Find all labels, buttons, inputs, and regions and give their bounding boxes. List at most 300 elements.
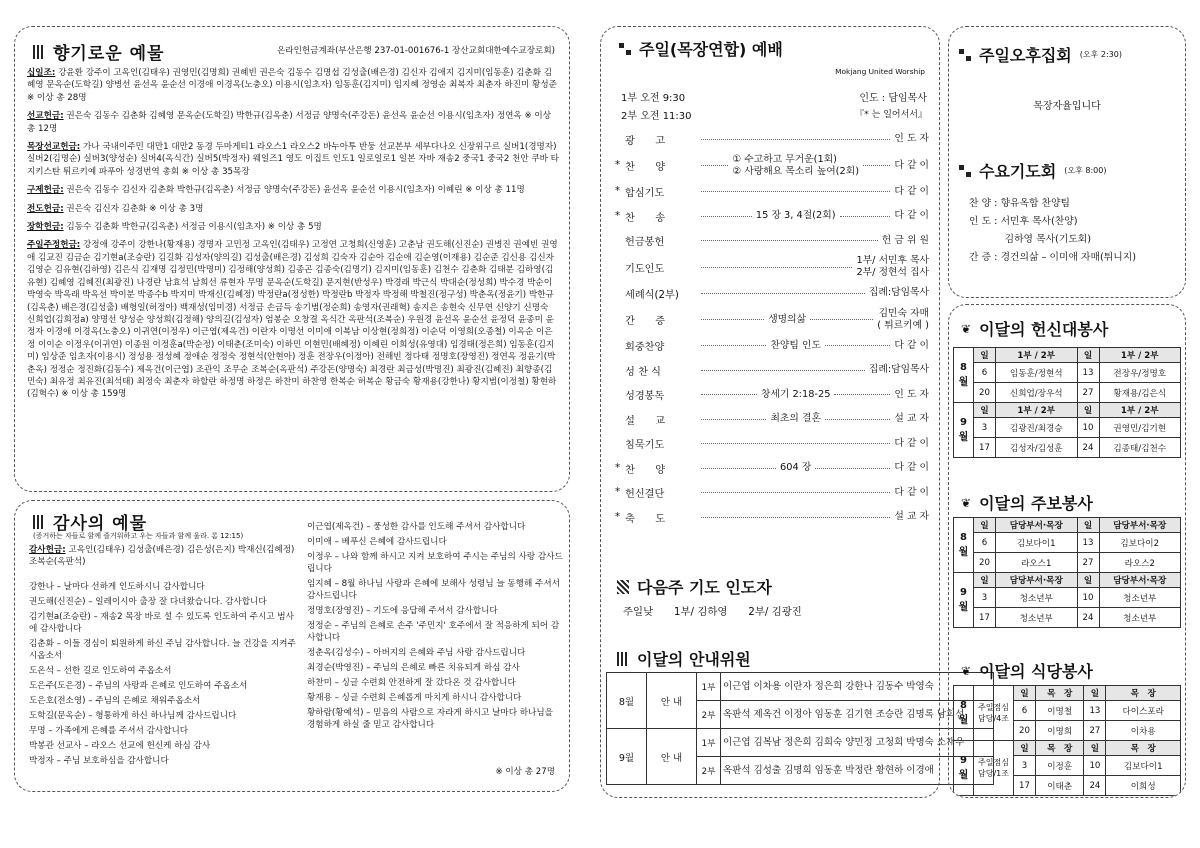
next-prayer-title: 다음주 기도 인도자 bbox=[637, 578, 772, 597]
column-header: 담당부서·목장 bbox=[1099, 518, 1181, 533]
order-right: 인 도 자 bbox=[894, 133, 929, 145]
standing-note: 『* 는 일어서서』 bbox=[855, 110, 927, 120]
usher-role: 안 내 bbox=[647, 673, 697, 729]
month-cell bbox=[954, 573, 974, 628]
order-item bbox=[615, 281, 929, 306]
offering-label: 십일조: bbox=[27, 68, 56, 78]
thanks-item: 김춘화 – 이들 경심이 퇴원하게 하신 주님 감사합니다. 늘 건강을 지켜주시옵소서 bbox=[29, 639, 296, 661]
order-right: 설 교 자 bbox=[894, 511, 929, 523]
order-leader bbox=[825, 345, 890, 346]
column-header: 일 bbox=[1077, 573, 1099, 588]
table-cell: 황재용/김은식 bbox=[1099, 383, 1181, 403]
table-cell: 10 bbox=[1084, 756, 1106, 776]
table-cell: 라오스1 bbox=[996, 553, 1078, 573]
column-header: 담당부서·목장 bbox=[996, 573, 1078, 588]
worship-title: 주일(목장연합) 예배 bbox=[639, 40, 783, 59]
offering-names: 강윤환 강주이 고옥인(김태우) 권영민(김명희) 권혜빈 권은숙 김동수 김명섭 김성출(배은경) 김신자 김애지 김지미(임동훈) 김춘화 김혜영 문옥순(도학길) 양병선 윤선옥 윤순선 이경애 이경옥(노충오) 이용시(임초자) 임동훈(김지미) 임지혜 정영순 최복자 최춘자 하진미 황성준 ※ 이상 총 28명 bbox=[27, 68, 557, 103]
order-name: 찬 양 bbox=[625, 162, 666, 173]
table-row bbox=[954, 383, 1181, 403]
offering-names: 김동수 김춘화 박한규(김옥춘) 서정금 이용시(임초자) ※ 이상 총 5명 bbox=[66, 222, 322, 233]
offering-item bbox=[27, 67, 559, 104]
order-right: 김민숙 자매 ( 튀르키예 ) bbox=[877, 307, 929, 331]
usher-role: 안 내 bbox=[647, 729, 697, 785]
thanks-item: 김기현a(조승란) – 재송2 목장 바로 설 수 있도록 인도하여 주시고 범사에 감사합니다 bbox=[29, 612, 294, 634]
thanks-item: 권도해(신진순) – 일레이시아 출장 잘 다녀왔습니다. 감사합니다 bbox=[29, 597, 267, 607]
column-header: 일 bbox=[1014, 686, 1036, 701]
month-cell bbox=[954, 348, 974, 403]
order-leader bbox=[701, 345, 766, 346]
table-cell: 이희성 bbox=[1106, 776, 1181, 796]
table-cell: 20 bbox=[1014, 721, 1036, 741]
order-name: 헌신결단 bbox=[625, 489, 665, 501]
table-cell: 6 bbox=[974, 363, 996, 383]
order-name: 광 고 bbox=[625, 135, 666, 147]
table-cell: 13 bbox=[1077, 533, 1099, 553]
table-cell: 신희업/장우석 bbox=[996, 383, 1078, 403]
order-leader bbox=[863, 165, 890, 166]
table-cell: 24 bbox=[1077, 438, 1099, 458]
order-leader bbox=[701, 419, 766, 420]
bars-icon bbox=[617, 652, 629, 666]
usher-row bbox=[607, 729, 994, 757]
offering-title: 향기로운 예물 bbox=[53, 44, 165, 64]
column-header: 일 bbox=[974, 403, 996, 418]
table-cell: 17 bbox=[974, 438, 996, 458]
order-leader bbox=[701, 240, 878, 241]
thanks-left-list bbox=[29, 581, 301, 770]
thanks-item: 도학길(문옥순) – 형통하게 하신 하나님께 감사드립니다 bbox=[29, 711, 237, 721]
order-name: 합심기도 bbox=[625, 188, 665, 200]
column-header: 일 bbox=[1084, 741, 1106, 756]
wednesday-line: 인 도 : 서민후 목사(찬양) bbox=[969, 216, 1078, 227]
service-title: 이달의 헌신대봉사 bbox=[979, 320, 1109, 339]
team-name: 담당/4조 bbox=[978, 714, 1009, 723]
offering-item bbox=[27, 239, 559, 400]
order-star: * bbox=[615, 462, 621, 474]
order-item bbox=[615, 306, 929, 334]
order-name: 회중찬양 bbox=[625, 342, 665, 354]
table-row bbox=[954, 438, 1181, 458]
table-cell: 이명철 bbox=[1036, 701, 1084, 721]
ushers-table bbox=[606, 672, 994, 785]
column-header: 일 bbox=[1077, 403, 1099, 418]
order-item bbox=[615, 127, 929, 152]
offering-names: 권은숙 김신자 김춘화 ※ 이상 총 3명 bbox=[66, 203, 204, 214]
order-name: 기도인도 bbox=[625, 263, 665, 275]
order-item bbox=[615, 229, 929, 254]
month-label: 8월 bbox=[958, 362, 969, 388]
order-mid: 15 장 3, 4절(2회) bbox=[755, 210, 836, 222]
wednesday-time: (오후 8:00) bbox=[1064, 166, 1107, 175]
order-item bbox=[615, 358, 929, 383]
table-cell: 전장우/정명호 bbox=[1099, 363, 1181, 383]
ushers-title: 이달의 안내위원 bbox=[637, 650, 751, 669]
thanks-item: 도온석 – 선한 길로 인도하여 주옵소서 bbox=[29, 666, 172, 676]
worship-order bbox=[615, 127, 929, 530]
table-cell: 13 bbox=[1084, 701, 1106, 721]
table-cell: 6 bbox=[974, 533, 996, 553]
order-item bbox=[615, 334, 929, 359]
wednesday-line: 찬 양 : 향유옥합 찬양팀 bbox=[969, 198, 1070, 209]
offering-list bbox=[27, 67, 559, 407]
kitchen-table bbox=[953, 685, 1181, 796]
offering-item bbox=[27, 184, 559, 196]
order-right: 다 같 이 bbox=[894, 462, 929, 474]
order-right: 다 같 이 bbox=[894, 185, 929, 197]
order-star: * bbox=[615, 186, 621, 198]
table-cell: 이정훈 bbox=[1036, 756, 1084, 776]
table-header-row bbox=[954, 686, 1181, 701]
bars-icon bbox=[33, 45, 45, 59]
order-leader bbox=[701, 267, 852, 268]
order-mid: 604 장 bbox=[780, 462, 812, 474]
team-name: 담당/1조 bbox=[978, 769, 1009, 778]
afternoon-time: (오후 2:30) bbox=[1079, 50, 1122, 59]
table-cell: 3 bbox=[974, 588, 996, 608]
table-row bbox=[954, 588, 1181, 608]
thanks-item: 최경순(박영진) – 주님의 은혜로 빠른 치유되게 하심 감사 bbox=[307, 663, 520, 673]
wednesday-line: 김하영 목사(기도회) bbox=[969, 234, 1092, 245]
table-header-row bbox=[954, 741, 1181, 756]
order-leader bbox=[701, 216, 752, 217]
table-cell: 24 bbox=[1084, 776, 1106, 796]
worship-heading bbox=[619, 37, 783, 60]
order-leader bbox=[701, 165, 728, 166]
order-item bbox=[615, 152, 929, 180]
worship-subtitle: Mokjang United Worship bbox=[835, 67, 925, 76]
dots-icon bbox=[959, 49, 971, 61]
table-cell: 3 bbox=[1014, 756, 1036, 776]
column-header: 담당부서·목장 bbox=[1099, 573, 1181, 588]
order-mid: 최초의 결혼 bbox=[770, 413, 821, 425]
offering-label: 주일주정헌금: bbox=[27, 240, 81, 251]
afternoon-heading bbox=[959, 43, 1122, 66]
table-cell: 청소년부 bbox=[1099, 608, 1181, 628]
table-cell: 청소년부 bbox=[1099, 588, 1181, 608]
thanks-item: 황재용 – 싱글 수련회 은혜롭게 마치게 하시니 감사합니다 bbox=[307, 693, 522, 703]
order-leader bbox=[701, 468, 776, 469]
order-right: 다 같 이 bbox=[894, 159, 930, 171]
thanks-item: 강한나 – 날마다 선하게 인도하시니 감사합니다 bbox=[29, 582, 205, 592]
table-cell: 13 bbox=[1077, 363, 1099, 383]
table-header-row bbox=[954, 403, 1181, 418]
order-right: 다 같 이 bbox=[894, 437, 929, 449]
thanks-item: 이정우 – 나와 함께 하시고 지켜 보호하여 주시는 주님의 사랑 감사드립니다 bbox=[307, 552, 563, 574]
right-top-box bbox=[948, 26, 1186, 298]
thanks-item: 도은호(전소영) – 주님의 은혜로 채워주옵소서 bbox=[29, 696, 201, 706]
order-leader bbox=[701, 443, 890, 444]
table-header-row bbox=[954, 518, 1181, 533]
offering-names: 강정애 강주이 강한나(황재용) 경명자 고민정 고옥인(김태우) 고정연 고청희(신영훈) 고춘남 권도해(신진순) 권병진 권예빈 권영애 김교진 김금순 김기현a(조승란) 김길화 김성자(양의길) 김성출(배은경) 김성희 김숙자 김순아 김순애 김순영(이재용) 김순준 김신용 김신자 김영순 김유현(김하영) 김은식 김재명 김정민(박명미) 김정해(양성희) 김종곤 김종숙(김명기) 김지미(임동훈) 김천수 김춘화 김태분 김하영(김유현) 김혜영 김혜진(최광진) 나경란 남효석 남희선 류현자 무명 문옥순(도학길) 문지현(반성우) 박경래 박근식 박대순(정성희) 박수경 박순이 박영숙 박옥래 박옥선 박이분 박종수b 박지미 박재신(김혜정) 박정란a(정성한) 박정란b 박정자 박정해 박철진(정구성) 박춘옥(정윤기) 박한규(김옥춘) 배은경(김성출) 배형일(허정아) 백재성(임미경) 서정금 손금득 송기범(정순희) 송영자(권래혁) 송지은 송현숙 신무연 신양기 신명숙 신희업(김희정a) 양명선 양성순 양성희(김정해) 양의길(김성자) 엄봉순 오창결 옥식간 옥판석(조복순) 우원경 윤선옥 윤순선 윤정덕 윤종미 윤정자 이경애 이경옥(노충오) 이귀연(이정우) 이근엽(제옥건) 이란자 이명선 이미애 이복남 이상현(정희정) 이순덕 이영희(오종철) 이옥순 이은정 이이순 이정우(이귀연) 이종원 이정훈a(박순정) 이태춘(조미숙) 이하민 이현민(배혜정) 이혜린 이희성(유영대) 임경태(정은희) 임동훈(김지미) 임상준 임초자(이용시) 정성용 정성혜 정애순 정정숙 정현석(안현아) 정훈 전장우(이정아) 전해빈 정다태 정명호(장영진) 정연옥 정윤기(박춘옥) 정정순 정진화(김동수) 제옥건(이근엽) 조관익 조무순 조복순(옥판석) 주강돈(양명숙) 최경란 최금성(박명진) 최광진(김혜진) 최향종(김민숙) 최유정 최유진(최석태) 최정숙 최춘자 하할란 하정명 하정은 하찬미 하찬영 한복순 허복순 황금숙 황재용(강한나) 황지범(이정철) 황현하(김혁수) ※ 이상 총 159명 bbox=[27, 240, 558, 400]
offering-label: 전도헌금: bbox=[27, 203, 64, 214]
table-row bbox=[954, 553, 1181, 573]
thanks-title: 감사의 예물 bbox=[53, 514, 148, 534]
order-star: * bbox=[615, 511, 621, 523]
thanks-item: 황하람(황예석) – 믿음의 사람으로 자라게 하시고 날마다 하나님을 경험하게 하실 줄 믿고 감사합니다 bbox=[307, 708, 553, 730]
table-header-row bbox=[954, 348, 1181, 363]
column-header: 목 장 bbox=[1036, 741, 1084, 756]
table-cell: 김성자/김성훈 bbox=[996, 438, 1078, 458]
usher-month: 9월 bbox=[607, 729, 647, 785]
offering-names: 권은숙 김동수 김신자 김춘화 박한규(김옥춘) 서정금 양명숙(주강돈) 윤선옥 윤순선 이용시(임초자) 이혜린 ※ 이상 총 11명 bbox=[66, 185, 525, 196]
table-cell: 권영민/김기현 bbox=[1099, 418, 1181, 438]
order-right: 집례:담임목사 bbox=[868, 364, 929, 376]
usher-names: 이근엽 이차용 이란자 정은희 강한나 김동수 박영숙 bbox=[721, 673, 994, 701]
order-right: 헌 금 위 원 bbox=[881, 234, 929, 246]
column-header: 일 bbox=[1077, 518, 1099, 533]
month-cell bbox=[954, 686, 974, 741]
order-item bbox=[615, 180, 929, 205]
thanks-item: 박정자 – 주님 보호하심을 감사합니다 bbox=[29, 756, 169, 766]
order-leader bbox=[701, 492, 890, 493]
next-prayer-heading bbox=[617, 575, 772, 598]
wednesday-lines bbox=[969, 195, 1136, 267]
offering-account: 온라인헌금계좌(부산은행 237-01-001676-1 장산교회대한예수교장로회) bbox=[276, 46, 555, 56]
column-header: 일 bbox=[1014, 741, 1036, 756]
thanks-item: 박봉관 선교사 – 라오스 선교에 헌신케 하심 감사 bbox=[29, 741, 211, 751]
right-bottom-box bbox=[948, 304, 1186, 798]
offering-label: 목장선교헌금: bbox=[27, 142, 81, 153]
order-item bbox=[615, 383, 929, 408]
order-item bbox=[615, 456, 929, 481]
month-label: 9월 bbox=[958, 587, 969, 613]
order-name: 축 도 bbox=[625, 513, 666, 525]
table-cell: 김종태/김천수 bbox=[1099, 438, 1181, 458]
order-right: 다 같 이 bbox=[894, 486, 929, 498]
bulletin-table bbox=[953, 517, 1181, 628]
column-header: 일 bbox=[1084, 686, 1106, 701]
usher-row bbox=[607, 673, 994, 701]
time-1: 1부 오전 9:30 bbox=[621, 93, 686, 104]
wednesday-heading bbox=[959, 159, 1107, 182]
order-right: 다 같 이 bbox=[894, 339, 929, 351]
offering-label: 구제헌금: bbox=[27, 185, 64, 196]
service-heading bbox=[961, 317, 1108, 340]
table-cell: 이차용 bbox=[1106, 721, 1181, 741]
table-cell: 청소년부 bbox=[996, 588, 1078, 608]
heart-icon: ❦ bbox=[961, 321, 972, 336]
order-name: 헌금봉헌 bbox=[625, 237, 665, 249]
order-leader bbox=[701, 394, 757, 395]
thanks-summary: 감사헌금: 고옥인(김태우) 김성출(배은경) 김은성(은지) 박재신(김혜정) 조복순(옥판석) bbox=[29, 545, 295, 567]
order-leader bbox=[834, 394, 890, 395]
month-cell bbox=[954, 518, 974, 573]
table-row bbox=[954, 418, 1181, 438]
bulletin-title: 이달의 주보봉사 bbox=[979, 494, 1093, 513]
time-2: 2부 오전 11:30 bbox=[621, 111, 692, 122]
order-leader bbox=[701, 319, 764, 320]
wednesday-line: 간 증 : 경건의삶 – 이미애 자매(튀니지) bbox=[969, 252, 1137, 263]
kitchen-heading bbox=[961, 659, 1093, 682]
table-cell: 김보다이1 bbox=[996, 533, 1078, 553]
thanks-item: 이미애 – 베푸신 은혜에 감사드립니다 bbox=[307, 537, 447, 547]
order-name: 성경봉독 bbox=[625, 391, 665, 403]
column-header: 목 장 bbox=[1036, 686, 1084, 701]
usher-names: 옥판석 김성출 김명희 임동훈 박정란 황현하 이경애 bbox=[721, 757, 994, 785]
month-label: 8월 bbox=[958, 700, 969, 726]
order-name: 침묵기도 bbox=[625, 440, 665, 452]
order-name: 설 교 bbox=[625, 415, 666, 427]
table-cell: 청소년부 bbox=[996, 608, 1078, 628]
table-cell: 24 bbox=[1077, 608, 1099, 628]
thanks-total: ※ 이상 총 27명 bbox=[495, 767, 555, 777]
table-cell: 6 bbox=[1014, 701, 1036, 721]
table-cell: 3 bbox=[974, 418, 996, 438]
next-prayer-text: 주일낮 1부/ 김하영 2부/ 김광진 bbox=[623, 606, 802, 618]
order-leader bbox=[840, 216, 891, 217]
table-cell: 다이스포라 bbox=[1106, 701, 1181, 721]
order-name: 세례식(2부) bbox=[625, 289, 679, 301]
offering-names: 가나 국내이주민 대만1 대만2 동경 두마게티1 라오스1 라오스2 바누아투 반둥 선교본부 세부다나오 신장위구르 실버1(경명자) 실버2(김명순) 실버3(양성순) 실버4(옥식간) 실버5(박정자) 웨일즈1 영도 이집트 인도1 일로일로1 일본 자바 재송2 중국1 중국2 천안 쿠바 타지키스탄 튀르키예 파푸아 성경번역 총회 ※ 이상 총 35목장 bbox=[27, 142, 559, 177]
usher-names: 옥판석 제옥건 이정아 임동훈 김기현 조승란 김명록 남희선 bbox=[721, 701, 994, 729]
table-cell: 17 bbox=[1014, 776, 1036, 796]
table-cell: 김광진/최경승 bbox=[996, 418, 1078, 438]
column-header: 일 bbox=[974, 518, 996, 533]
order-leader bbox=[701, 370, 865, 371]
order-item bbox=[615, 432, 929, 457]
order-star: * bbox=[615, 160, 621, 171]
order-item bbox=[615, 505, 929, 530]
table-row bbox=[954, 608, 1181, 628]
table-cell: 이명희 bbox=[1036, 721, 1084, 741]
column-header: 일 bbox=[974, 348, 996, 363]
table-cell: 17 bbox=[974, 608, 996, 628]
offering-label: 선교헌금: bbox=[27, 111, 64, 122]
wednesday-title: 수요기도회 bbox=[979, 162, 1057, 181]
order-leader bbox=[701, 293, 865, 294]
usher-names: 이근엽 김복남 정은희 김희숙 양민정 고청희 박명숙 소재우 bbox=[721, 729, 994, 757]
order-item bbox=[615, 481, 929, 506]
table-cell: 이태춘 bbox=[1036, 776, 1084, 796]
column-header: 일 bbox=[1077, 348, 1099, 363]
table-cell: 20 bbox=[974, 553, 996, 573]
thanks-item: 정명호(장영진) – 기도에 응답해 주셔서 감사합니다 bbox=[307, 606, 498, 616]
offering-item bbox=[27, 141, 559, 178]
offering-names: 권은숙 김동수 김춘화 김혜영 문옥순(도학길) 박한규(김옥춘) 서정금 양명숙(주강돈) 윤선옥 윤순선 이용시(임초자) 정연옥 ※ 이상 총 12명 bbox=[27, 111, 552, 134]
order-mid: 창세기 2:18-25 bbox=[760, 388, 831, 400]
column-header: 일 bbox=[974, 573, 996, 588]
table-row bbox=[954, 533, 1181, 553]
offering-item bbox=[27, 110, 559, 135]
order-leader bbox=[701, 191, 890, 192]
thanks-item: 도은주(도은경) – 주님의 사랑과 은혜로 인도하여 주옵소서 bbox=[29, 681, 248, 691]
usher-part: 1부 bbox=[697, 729, 721, 757]
table-cell: 10 bbox=[1077, 588, 1099, 608]
order-name: 간 증 bbox=[625, 316, 666, 327]
usher-month: 8월 bbox=[607, 673, 647, 729]
order-right: 설 교 자 bbox=[894, 413, 929, 425]
usher-part: 2부 bbox=[697, 701, 721, 729]
column-header: 1부 / 2부 bbox=[1099, 403, 1181, 418]
team-label: 주일점심 bbox=[978, 758, 1009, 767]
table-cell: 10 bbox=[1077, 418, 1099, 438]
month-label: 9월 bbox=[958, 755, 969, 781]
table-cell: 임동훈/정현석 bbox=[996, 363, 1078, 383]
offering-item bbox=[27, 221, 559, 233]
month-cell bbox=[954, 403, 974, 458]
table-cell: 27 bbox=[1077, 553, 1099, 573]
column-header: 목 장 bbox=[1106, 741, 1181, 756]
order-star: * bbox=[615, 210, 621, 222]
order-name: 찬 양 bbox=[625, 464, 666, 476]
offering-label: 장학헌금: bbox=[27, 222, 64, 233]
thanks-item: 정춘옥(김성수) – 아버지의 은혜와 주님 사랑 감사드립니다 bbox=[307, 648, 526, 658]
thanks-right-list bbox=[307, 521, 563, 734]
order-leader bbox=[701, 517, 890, 518]
team-cell bbox=[974, 686, 1014, 741]
order-right: 다 같 이 bbox=[894, 210, 930, 222]
table-cell: 20 bbox=[974, 383, 996, 403]
thanks-item: 이근엽(제옥건) – 풍성한 감사를 인도해 주셔서 감사합니다 bbox=[307, 522, 526, 532]
dots-icon bbox=[959, 165, 971, 177]
order-mid: ① 수고하고 무거운(1회) ② 사랑해요 목소리 높여(2회) bbox=[732, 153, 860, 177]
order-mid: 찬양팀 인도 bbox=[770, 339, 821, 351]
order-leader bbox=[701, 139, 890, 140]
thanks-box bbox=[14, 500, 570, 792]
worship-leader: 인도 : 담임목사 bbox=[859, 93, 927, 104]
column-header: 1부 / 2부 bbox=[996, 348, 1078, 363]
order-right: 인 도 자 bbox=[894, 388, 930, 400]
offering-item bbox=[27, 203, 559, 215]
ushers-heading bbox=[617, 647, 751, 670]
offering-box bbox=[14, 26, 570, 492]
column-header: 1부 / 2부 bbox=[996, 403, 1078, 418]
thanks-item: 무명 – 가족에게 은혜를 주셔서 감사합니다 bbox=[29, 726, 189, 736]
month-label: 8월 bbox=[958, 532, 969, 558]
order-right: 1부/ 서민후 목사 2부/ 정현석 집사 bbox=[856, 255, 929, 278]
thanks-item: 하찬미 – 싱글 수련회 안전하게 잘 갔다온 것 감사합니다 bbox=[307, 678, 516, 688]
team-label: 주일점심 bbox=[978, 703, 1009, 712]
order-leader bbox=[815, 468, 890, 469]
month-label: 9월 bbox=[958, 417, 969, 443]
order-star: * bbox=[615, 487, 621, 499]
dots-icon bbox=[619, 43, 631, 55]
table-cell: 27 bbox=[1077, 383, 1099, 403]
column-header: 목 장 bbox=[1106, 686, 1181, 701]
order-leader bbox=[825, 419, 890, 420]
hatched-icon bbox=[617, 580, 629, 594]
thanks-verse: (증거하는 자들로 함께 즐거워하고 우는 자들과 함께 울라. 롬 12:15) bbox=[33, 532, 244, 540]
table-cell: 27 bbox=[1084, 721, 1106, 741]
usher-part: 1부 bbox=[697, 673, 721, 701]
bulletin-heading bbox=[961, 491, 1093, 514]
order-leader bbox=[810, 319, 873, 320]
table-row bbox=[954, 363, 1181, 383]
order-item bbox=[615, 407, 929, 432]
team-cell bbox=[974, 741, 1014, 796]
table-cell: 김보다이1 bbox=[1106, 756, 1181, 776]
heart-icon: ❦ bbox=[961, 495, 972, 510]
heart-icon: ❦ bbox=[961, 663, 972, 678]
order-right: 집례:담임목사 bbox=[868, 287, 929, 299]
month-cell bbox=[954, 741, 974, 796]
table-header-row bbox=[954, 573, 1181, 588]
afternoon-title: 주일오후집회 bbox=[979, 46, 1072, 65]
order-item bbox=[615, 253, 929, 281]
kitchen-title: 이달의 식당봉사 bbox=[979, 662, 1093, 681]
thanks-item: 정정순 – 주님의 은혜로 손주 '주민지' 호주에서 잘 적응하게 되어 감사합니다 bbox=[307, 621, 560, 643]
offering-heading bbox=[33, 39, 164, 64]
table-cell: 라오스2 bbox=[1099, 553, 1181, 573]
order-name: 찬 송 bbox=[625, 212, 666, 224]
order-mid: 생명의삶 bbox=[768, 313, 807, 325]
column-header: 담당부서·목장 bbox=[996, 518, 1078, 533]
service-table bbox=[953, 347, 1181, 458]
afternoon-text: 목장자율입니다 bbox=[1033, 101, 1101, 112]
bars-icon bbox=[33, 515, 45, 529]
table-cell: 김보다이2 bbox=[1099, 533, 1181, 553]
order-item bbox=[615, 204, 929, 229]
